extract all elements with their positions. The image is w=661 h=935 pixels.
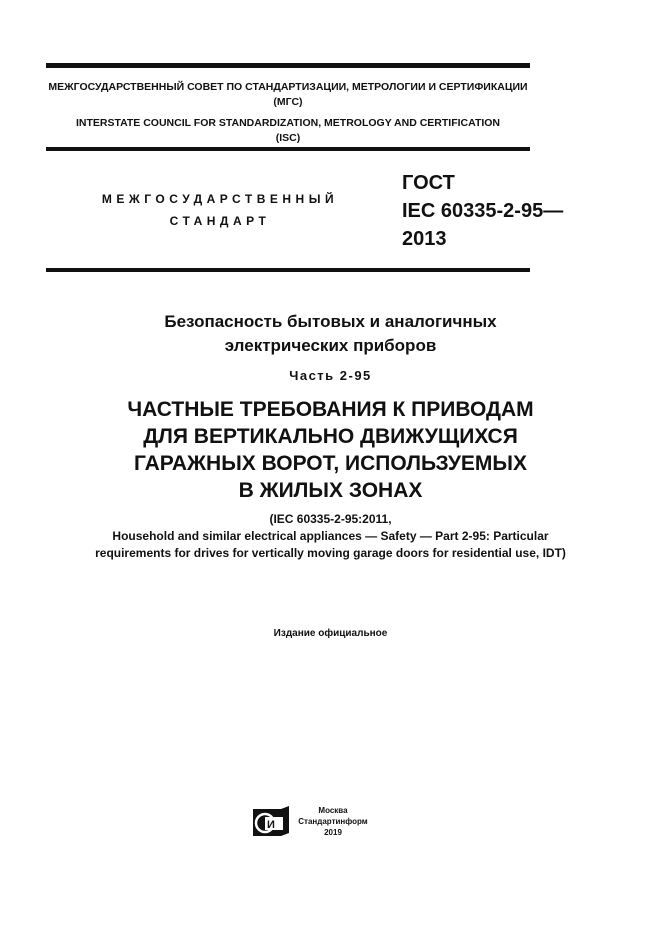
publisher-city: Москва — [318, 806, 348, 815]
bottom-rule — [46, 268, 530, 272]
part-number: Часть 2-95 — [289, 368, 372, 383]
iec-reference — [20, 511, 641, 562]
subtitle-line1: ЧАСТНЫЕ ТРЕБОВАНИЯ К ПРИВОДАМ — [127, 398, 534, 421]
org-en: INTERSTATE COUNCIL FOR STANDARDIZATION, METROLOGY AND CERTIFICATION — [75, 117, 501, 129]
gost-designation — [402, 169, 563, 253]
publisher-name: Стандартинформ — [298, 817, 368, 826]
publisher-logo-icon — [251, 805, 291, 837]
org-en-abbr: (ISC) — [275, 132, 301, 144]
subtitle-line2: ДЛЯ ВЕРТИКАЛЬНО ДВИЖУЩИХСЯ — [143, 425, 518, 448]
publisher-year: 2019 — [324, 828, 342, 837]
document-subtitle — [40, 396, 621, 504]
title-line1: Безопасность бытовых и аналогичных — [164, 312, 497, 331]
title-line2: электрических приборов — [224, 336, 437, 355]
standard-type — [70, 188, 370, 232]
iec-line2: Household and similar electrical appliances — Safety — Part 2-95: Particular — [112, 529, 549, 543]
publisher-info — [298, 805, 368, 838]
standard-type-line2: СТАНДАРТ — [169, 214, 271, 228]
council-header — [46, 80, 530, 146]
gost-year: 2013 — [402, 228, 447, 250]
iec-line1: (IEC 60335-2-95:2011, — [269, 512, 392, 526]
edition-note: Издание официальное — [273, 628, 388, 639]
gost-number: IEC 60335-2-95— — [402, 200, 564, 222]
document-title — [40, 310, 621, 358]
top-rule — [46, 63, 530, 68]
iec-line3: requirements for drives for vertically moving garage doors for residential use, IDT) — [95, 546, 566, 560]
subtitle-line4: В ЖИЛЫХ ЗОНАХ — [238, 479, 423, 502]
subtitle-line3: ГАРАЖНЫХ ВОРОТ, ИСПОЛЬЗУЕМЫХ — [133, 452, 527, 475]
svg-text:И: И — [267, 819, 275, 831]
org-ru-abbr: (МГС) — [273, 96, 303, 108]
org-ru: МЕЖГОСУДАРСТВЕННЫЙ СОВЕТ ПО СТАНДАРТИЗАЦИИ, МЕТРОЛОГИИ И СЕРТИФИКАЦИИ — [48, 81, 528, 93]
mid-rule — [46, 147, 530, 151]
standard-type-line1: МЕЖГОСУДАРСТВЕННЫЙ — [101, 192, 339, 206]
gost-label: ГОСТ — [402, 172, 455, 194]
